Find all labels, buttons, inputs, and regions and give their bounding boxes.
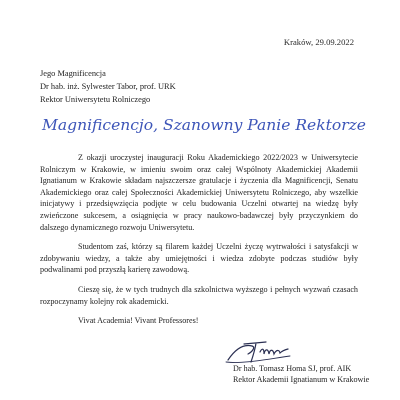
handwritten-signature: [222, 338, 294, 366]
paragraph-2: Studentom zaś, którzy są filarem każdej Uczelni życzę wytrwałości i satysfakcji w zdobywaniu wiedzy, a także aby umiejętności i wiedza zdobyte podczas studiów były podwalinami pod przyszłą karierę zawodową.: [40, 242, 358, 275]
handwritten-salutation: [40, 110, 370, 138]
paragraph-3: Cieszę się, że w tych trudnych dla szkolnictwa wyższego i pełnych wyzwań czasach rozpoczynamy kolejny rok akademicki.: [40, 284, 358, 306]
signatory-title: Rektor Akademii Ignatianum w Krakowie: [233, 375, 370, 385]
paragraph-4: Vivat Academia! Vivant Professores!: [78, 316, 199, 326]
paragraph-1: Z okazji uroczystej inauguracji Roku Akademickiego 2022/2023 w Uniwersytecie Rolniczym w Krakowie, w imieniu swoim oraz całej Wspólnoty Akademickiej Akademii Ignatianum w Krakowie składam najszczersze gratulacje i życzenia dla Magnificencji, Senatu Akademickiego oraz całej Społeczności Akademickiej Uniwersytetu Rolniczego, aby wszelkie inicjatywy i przedsięwzięcia podjęte w celu budowania Uczelni otwartej na wiedzę były zwieńczone sukcesem, a osiągnięcia w pracy naukowo-badawczej były przyczynkiem do dalszego dynamicznego rozwoju Uniwersytetu.: [40, 153, 358, 232]
recipient-line-1: Jego Magnificencja: [40, 69, 106, 78]
letter-body: [40, 152, 358, 335]
signatory-block: [233, 363, 369, 385]
signatory-name: Dr hab. Tomasz Homa SJ, prof. AIK: [233, 364, 352, 373]
letter-date: Kraków, 29.09.2022: [283, 37, 354, 47]
salutation-text: Magnificencjo, Szanowny Panie Rektorze: [40, 116, 367, 134]
recipient-line-2: Dr hab. inż. Sylwester Tabor, prof. URK: [40, 82, 176, 92]
recipient-block: [40, 67, 176, 107]
recipient-line-3: Rektor Uniwersytetu Rolniczego: [40, 95, 151, 105]
